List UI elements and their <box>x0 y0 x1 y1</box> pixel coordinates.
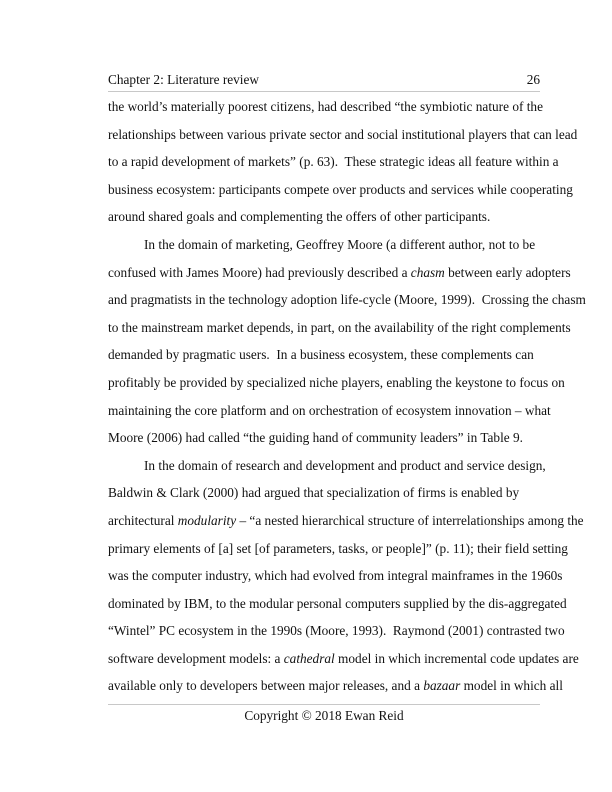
text-segment: dominated by IBM, to the modular personal computers supplied by the dis-aggregated <box>108 595 567 611</box>
italic-term: chasm <box>410 264 445 280</box>
text-segment: to the mainstream market depends, in part, on the availability of the right complements <box>108 319 571 335</box>
text-line <box>108 400 551 428</box>
text-line <box>108 620 565 648</box>
text-segment: primary elements of [a] set [of parameters, tasks, or people]” (p. 11); their field setting <box>108 540 568 556</box>
text-segment: confused with James Moore) had previously described a <box>108 264 411 280</box>
text-line <box>108 482 548 510</box>
text-line <box>108 179 573 207</box>
text-segment: “Wintel” PC ecosystem in the 1990s (Moore, 1993). Raymond (2001) contrasted two <box>108 623 565 639</box>
text-line <box>108 427 548 455</box>
text-line <box>108 262 571 290</box>
italic-term: bazaar <box>423 678 461 694</box>
text-segment: model in which incremental code updates are <box>334 650 579 666</box>
footer-copyright: Copyright © 2018 Ewan Reid <box>244 708 404 723</box>
text-segment: business ecosystem: participants compete over products and services while cooperating <box>108 181 573 197</box>
text-line <box>108 372 565 400</box>
text-segment: Baldwin & Clark (2000) had argued that specialization of firms is enabled by <box>108 485 520 501</box>
text-segment: Moore (2006) had called “the guiding hand of community leaders” in Table 9. <box>108 430 523 446</box>
text-line <box>108 593 567 621</box>
text-line <box>108 455 548 483</box>
text-segment: demanded by pragmatic users. In a business ecosystem, these complements can <box>108 347 534 363</box>
text-line <box>108 675 563 703</box>
text-line <box>108 151 559 179</box>
text-line <box>108 565 563 593</box>
text-segment: model in which all <box>460 678 563 694</box>
text-segment: relationships between various private sector and social institutional players that can lead <box>108 126 578 142</box>
text-line <box>108 96 548 124</box>
text-line <box>108 648 579 676</box>
text-line <box>108 234 548 262</box>
text-segment: and pragmatists in the technology adoption life-cycle (Moore, 1999). Crossing the chasm <box>108 292 586 308</box>
italic-term: modularity <box>177 512 237 528</box>
text-segment: software development models: a <box>108 650 284 666</box>
text-segment: – “a nested hierarchical structure of interrelationships among the <box>236 512 584 528</box>
text-segment: to a rapid development of markets” (p. 63). These strategic ideas all feature within a <box>108 154 559 170</box>
body-text <box>108 96 586 703</box>
italic-term: cathedral <box>283 650 335 666</box>
footer-rule <box>108 704 540 705</box>
text-line <box>108 538 568 566</box>
header-rule <box>108 91 540 92</box>
text-segment: available only to developers between major releases, and a <box>108 678 424 694</box>
page-number: 26 <box>526 72 540 87</box>
text-line <box>108 510 584 538</box>
text-segment: In the domain of marketing, Geoffrey Moore (a different author, not to be <box>144 236 536 252</box>
text-segment: architectural <box>108 512 178 528</box>
text-segment: In the domain of research and development and product and service design, <box>144 457 546 473</box>
chapter-title: Chapter 2: Literature review <box>108 72 259 87</box>
text-line <box>108 206 548 234</box>
text-line <box>108 124 578 152</box>
text-line <box>108 289 586 317</box>
text-segment: the world’s materially poorest citizens, had described “the symbiotic nature of the <box>108 99 543 114</box>
text-segment: maintaining the core platform and on orchestration of ecosystem innovation – what <box>108 402 551 418</box>
text-line <box>108 344 548 372</box>
text-segment: between early adopters <box>444 264 571 280</box>
text-segment: around shared goals and complementing the offers of other participants. <box>108 209 491 225</box>
text-line <box>108 317 571 345</box>
text-segment: was the computer industry, which had evolved from integral mainframes in the 1960s <box>108 568 563 584</box>
running-header <box>108 72 540 88</box>
text-segment: profitably be provided by specialized niche players, enabling the keystone to focus on <box>108 374 565 390</box>
